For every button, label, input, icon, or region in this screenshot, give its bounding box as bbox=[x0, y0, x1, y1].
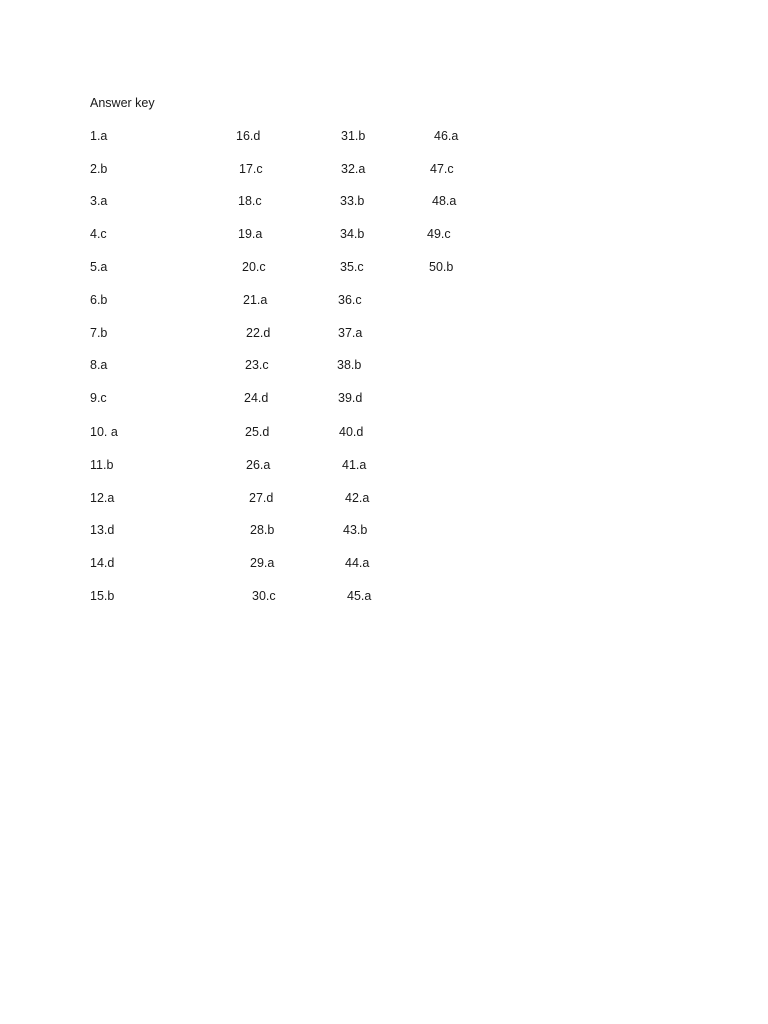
answer-row bbox=[0, 357, 768, 375]
answer-item: 37.a bbox=[338, 326, 363, 340]
answer-item: 27.d bbox=[249, 491, 274, 505]
answer-item: 32.a bbox=[341, 162, 366, 176]
answer-row bbox=[0, 161, 768, 179]
answer-item: 5.a bbox=[90, 260, 108, 274]
answer-row bbox=[0, 226, 768, 244]
answer-item: 11.b bbox=[90, 458, 114, 472]
answer-item: 50.b bbox=[429, 260, 454, 274]
answer-row bbox=[0, 128, 768, 146]
answer-row bbox=[0, 588, 768, 606]
answer-item: 39.d bbox=[338, 391, 363, 405]
answer-row bbox=[0, 424, 768, 442]
answer-item: 48.a bbox=[432, 194, 457, 208]
answer-item: 8.a bbox=[90, 358, 108, 372]
answer-item: 44.a bbox=[345, 556, 370, 570]
answer-item: 34.b bbox=[340, 227, 365, 241]
answer-item: 42.a bbox=[345, 491, 370, 505]
answer-item: 38.b bbox=[337, 358, 362, 372]
answer-item: 25.d bbox=[245, 425, 270, 439]
answer-item: 22.d bbox=[246, 326, 271, 340]
answer-item: 12.a bbox=[90, 491, 115, 505]
answer-item: 15.b bbox=[90, 589, 115, 603]
answer-item: 1.a bbox=[90, 129, 108, 143]
answer-row bbox=[0, 522, 768, 540]
answer-row bbox=[0, 325, 768, 343]
answer-item: 29.a bbox=[250, 556, 275, 570]
answer-item: 18.c bbox=[238, 194, 262, 208]
answer-item: 23.c bbox=[245, 358, 269, 372]
answer-item: 26.a bbox=[246, 458, 271, 472]
answer-item: 2.b bbox=[90, 162, 108, 176]
answer-item: 41.a bbox=[342, 458, 367, 472]
answer-item: 30.c bbox=[252, 589, 276, 603]
answer-item: 47.c bbox=[430, 162, 454, 176]
answer-item: 24.d bbox=[244, 391, 269, 405]
answer-item: 17.c bbox=[239, 162, 263, 176]
answer-item: 31.b bbox=[341, 129, 366, 143]
answer-item: 4.c bbox=[90, 227, 107, 241]
answer-item: 13.d bbox=[90, 523, 115, 537]
answer-row bbox=[0, 555, 768, 573]
answer-item: 16.d bbox=[236, 129, 261, 143]
answer-item: 45.a bbox=[347, 589, 372, 603]
answer-item: 40.d bbox=[339, 425, 364, 439]
answer-item: 7.b bbox=[90, 326, 108, 340]
answer-item: 49.c bbox=[427, 227, 451, 241]
answer-item: 33.b bbox=[340, 194, 365, 208]
answer-row bbox=[0, 193, 768, 211]
answer-item: 21.a bbox=[243, 293, 268, 307]
answer-item: 43.b bbox=[343, 523, 368, 537]
answer-item: 3.a bbox=[90, 194, 108, 208]
answer-item: 28.b bbox=[250, 523, 275, 537]
answer-item: 9.c bbox=[90, 391, 107, 405]
answer-row bbox=[0, 259, 768, 277]
answer-item: 6.b bbox=[90, 293, 108, 307]
answer-item: 19.a bbox=[238, 227, 263, 241]
answer-row bbox=[0, 457, 768, 475]
answer-item: 46.a bbox=[434, 129, 459, 143]
answer-row bbox=[0, 490, 768, 508]
answer-item: 14.d bbox=[90, 556, 115, 570]
answer-row bbox=[0, 390, 768, 408]
answer-item: 36.c bbox=[338, 293, 362, 307]
answer-item: 10. a bbox=[90, 425, 118, 439]
answer-item: 35.c bbox=[340, 260, 364, 274]
answer-row bbox=[0, 292, 768, 310]
page-title: Answer key bbox=[90, 96, 155, 110]
answer-item: 20.c bbox=[242, 260, 266, 274]
